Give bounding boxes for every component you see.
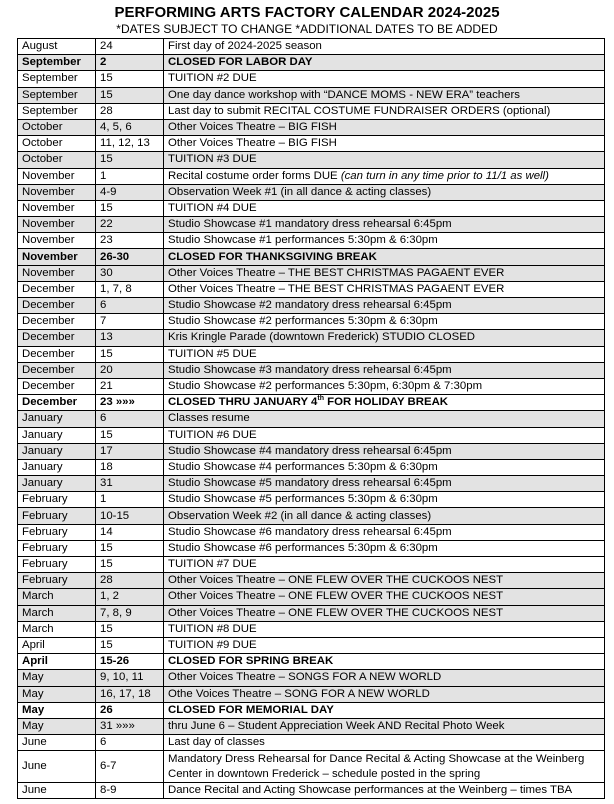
event-cell (164, 136, 605, 152)
calendar-row (18, 476, 605, 492)
date-cell: 4-9 (96, 184, 164, 200)
event-cell (164, 621, 605, 637)
ordinal-suffix: th (317, 395, 324, 403)
event-cell (164, 751, 605, 783)
event-cell (164, 476, 605, 492)
month-cell: February (18, 524, 96, 540)
date-cell: 1 (96, 168, 164, 184)
date-cell: 15 (96, 71, 164, 87)
event-cell (164, 686, 605, 702)
date-cell: 15 (96, 346, 164, 362)
date-cell: 8-9 (96, 783, 164, 799)
event-cell (164, 298, 605, 314)
event-cell (164, 411, 605, 427)
month-cell: February (18, 540, 96, 556)
calendar-row (18, 119, 605, 135)
date-cell: 30 (96, 265, 164, 281)
event-cell (164, 152, 605, 168)
date-cell: 17 (96, 443, 164, 459)
month-cell: October (18, 119, 96, 135)
event-cell (164, 573, 605, 589)
calendar-row (18, 395, 605, 411)
date-cell: 6 (96, 735, 164, 751)
event-text: Studio Showcase #1 mandatory dress rehearsal 6:45pm (168, 218, 452, 231)
month-cell: January (18, 476, 96, 492)
event-text: Classes resume (168, 412, 250, 425)
calendar-row (18, 184, 605, 200)
date-cell: 16, 17, 18 (96, 686, 164, 702)
date-cell: 23 »»» (96, 395, 164, 411)
event-text: TUITION #9 DUE (168, 639, 257, 652)
event-cell (164, 71, 605, 87)
event-text: First day of 2024-2025 season (168, 40, 322, 53)
calendar-row (18, 540, 605, 556)
event-cell (164, 557, 605, 573)
calendar-row (18, 200, 605, 216)
calendar-row (18, 524, 605, 540)
event-text: CLOSED FOR THANKSGIVING BREAK (168, 250, 377, 263)
date-cell: 1, 7, 8 (96, 281, 164, 297)
date-cell: 15 (96, 152, 164, 168)
event-text: Other Voices Theatre – ONE FLEW OVER THE CUCKOOS NEST (168, 590, 504, 603)
calendar-row (18, 330, 605, 346)
month-cell: December (18, 362, 96, 378)
calendar-row (18, 735, 605, 751)
month-cell: March (18, 621, 96, 637)
event-text: CLOSED FOR MEMORIAL DAY (168, 703, 334, 716)
event-cell (164, 524, 605, 540)
calendar-table (17, 38, 605, 799)
event-text: Othe Voices Theatre – SONG FOR A NEW WORLD (168, 687, 430, 700)
event-cell (164, 718, 605, 734)
event-cell (164, 362, 605, 378)
date-cell: 11, 12, 13 (96, 136, 164, 152)
event-text: Studio Showcase #1 performances 5:30pm & 6:30pm (168, 234, 438, 247)
event-text: Observation Week #1 (in all dance & acting classes) (168, 185, 432, 198)
calendar-row (18, 217, 605, 233)
month-cell: June (18, 751, 96, 783)
calendar-row (18, 670, 605, 686)
month-cell: October (18, 152, 96, 168)
month-cell: December (18, 395, 96, 411)
date-cell: 10-15 (96, 508, 164, 524)
month-cell: February (18, 557, 96, 573)
event-note: (can turn in any time prior to 11/1 as well) (340, 169, 549, 182)
month-cell: June (18, 735, 96, 751)
month-cell: September (18, 87, 96, 103)
calendar-row (18, 573, 605, 589)
date-cell: 26 (96, 702, 164, 718)
date-cell: 18 (96, 459, 164, 475)
event-cell (164, 314, 605, 330)
date-cell: 15 (96, 557, 164, 573)
calendar-row (18, 168, 605, 184)
calendar-row (18, 557, 605, 573)
calendar-row (18, 71, 605, 87)
event-text: Other Voices Theatre – ONE FLEW OVER THE CUCKOOS NEST (168, 606, 504, 619)
event-text: TUITION #6 DUE (168, 428, 257, 441)
month-cell: January (18, 411, 96, 427)
calendar-row (18, 718, 605, 734)
page-title: PERFORMING ARTS FACTORY CALENDAR 2024-2025 (114, 4, 500, 21)
event-text: Other Voices Theatre – BIG FISH (168, 137, 337, 150)
month-cell: October (18, 136, 96, 152)
date-cell: 15 (96, 87, 164, 103)
event-cell (164, 184, 605, 200)
month-cell: May (18, 670, 96, 686)
month-cell: May (18, 686, 96, 702)
date-cell: 26-30 (96, 249, 164, 265)
calendar-row (18, 233, 605, 249)
event-cell (164, 87, 605, 103)
date-cell: 15 (96, 637, 164, 653)
calendar-row (18, 621, 605, 637)
event-cell (164, 427, 605, 443)
calendar-row (18, 783, 605, 799)
event-text: Observation Week #2 (in all dance & acting classes) (168, 509, 432, 522)
event-text: Studio Showcase #2 performances 5:30pm, 6:30pm & 7:30pm (168, 380, 483, 393)
date-cell: 2 (96, 55, 164, 71)
month-cell: November (18, 200, 96, 216)
event-cell (164, 540, 605, 556)
event-text: Other Voices Theatre – THE BEST CHRISTMAS PAGAENT EVER (168, 266, 505, 279)
event-text: Other Voices Theatre – ONE FLEW OVER THE CUCKOOS NEST (168, 574, 504, 587)
event-text: thru June 6 – Student Appreciation Week AND Recital Photo Week (168, 719, 505, 732)
event-cell (164, 168, 605, 184)
date-cell: 9, 10, 11 (96, 670, 164, 686)
date-cell: 1, 2 (96, 589, 164, 605)
date-cell: 15 (96, 540, 164, 556)
month-cell: April (18, 654, 96, 670)
date-cell: 6 (96, 298, 164, 314)
month-cell: May (18, 718, 96, 734)
event-cell (164, 508, 605, 524)
event-cell (164, 217, 605, 233)
calendar-row (18, 492, 605, 508)
event-cell (164, 670, 605, 686)
event-cell (164, 249, 605, 265)
event-text: Last day of classes (168, 736, 265, 749)
event-text-tail: FOR HOLIDAY BREAK (323, 396, 449, 409)
event-cell (164, 783, 605, 799)
event-text: CLOSED FOR LABOR DAY (168, 56, 313, 69)
event-text: Other Voices Theatre – THE BEST CHRISTMAS PAGAENT EVER (168, 282, 505, 295)
date-cell: 31 »»» (96, 718, 164, 734)
event-text: Studio Showcase #6 mandatory dress rehearsal 6:45pm (168, 525, 452, 538)
month-cell: December (18, 314, 96, 330)
event-text: Studio Showcase #2 mandatory dress rehearsal 6:45pm (168, 299, 452, 312)
month-cell: March (18, 589, 96, 605)
calendar-row (18, 702, 605, 718)
date-cell: 28 (96, 573, 164, 589)
event-cell (164, 735, 605, 751)
calendar-rows (18, 39, 605, 799)
month-cell: February (18, 573, 96, 589)
event-cell (164, 103, 605, 119)
event-text: Studio Showcase #5 performances 5:30pm & 6:30pm (168, 493, 438, 506)
page-subtitle: *DATES SUBJECT TO CHANGE *ADDITIONAL DATES TO BE ADDED (116, 22, 498, 36)
event-cell (164, 55, 605, 71)
month-cell: September (18, 55, 96, 71)
calendar-row (18, 637, 605, 653)
calendar-row (18, 751, 605, 783)
month-cell: September (18, 103, 96, 119)
event-cell (164, 637, 605, 653)
month-cell: January (18, 459, 96, 475)
event-text: Mandatory Dress Rehearsal for Dance Recital & Acting Showcase at the Weinberg Center in downtown Frederick – schedule posted in the spring (168, 753, 585, 780)
calendar-row (18, 411, 605, 427)
event-cell (164, 459, 605, 475)
calendar-row (18, 87, 605, 103)
date-cell: 20 (96, 362, 164, 378)
event-cell (164, 702, 605, 718)
month-cell: December (18, 378, 96, 394)
calendar-row (18, 152, 605, 168)
event-text: CLOSED THRU JANUARY 4 (168, 396, 318, 409)
calendar-row (18, 654, 605, 670)
event-text: TUITION #8 DUE (168, 622, 257, 635)
month-cell: November (18, 249, 96, 265)
date-cell: 15 (96, 621, 164, 637)
month-cell: August (18, 39, 96, 55)
date-cell: 23 (96, 233, 164, 249)
date-cell: 14 (96, 524, 164, 540)
month-cell: December (18, 281, 96, 297)
calendar-row (18, 103, 605, 119)
month-cell: April (18, 637, 96, 653)
event-text: TUITION #2 DUE (168, 72, 257, 85)
calendar-row (18, 39, 605, 55)
date-cell: 6 (96, 411, 164, 427)
date-cell: 15 (96, 200, 164, 216)
event-text: TUITION #4 DUE (168, 201, 257, 214)
event-cell (164, 346, 605, 362)
calendar-row (18, 378, 605, 394)
calendar-row (18, 459, 605, 475)
month-cell: November (18, 265, 96, 281)
event-cell (164, 492, 605, 508)
event-cell (164, 330, 605, 346)
calendar-row (18, 281, 605, 297)
event-text: Kris Kringle Parade (downtown Frederick) STUDIO CLOSED (168, 331, 476, 344)
month-cell: September (18, 71, 96, 87)
date-cell: 13 (96, 330, 164, 346)
event-text: Other Voices Theatre – SONGS FOR A NEW WORLD (168, 671, 442, 684)
month-cell: May (18, 702, 96, 718)
calendar-row (18, 427, 605, 443)
month-cell: February (18, 508, 96, 524)
month-cell: December (18, 346, 96, 362)
event-text: Studio Showcase #5 mandatory dress rehearsal 6:45pm (168, 477, 452, 490)
date-cell: 4, 5, 6 (96, 119, 164, 135)
event-cell (164, 119, 605, 135)
month-cell: February (18, 492, 96, 508)
event-text: TUITION #7 DUE (168, 558, 257, 571)
event-text: Last day to submit RECITAL COSTUME FUNDRAISER ORDERS (optional) (168, 104, 551, 117)
month-cell: December (18, 330, 96, 346)
calendar-row (18, 605, 605, 621)
date-cell: 7 (96, 314, 164, 330)
calendar-row (18, 298, 605, 314)
event-text: Studio Showcase #6 performances 5:30pm & 6:30pm (168, 541, 438, 554)
month-cell: November (18, 184, 96, 200)
calendar-row (18, 265, 605, 281)
calendar-row (18, 362, 605, 378)
month-cell: January (18, 443, 96, 459)
date-cell: 22 (96, 217, 164, 233)
event-cell (164, 265, 605, 281)
event-cell (164, 654, 605, 670)
event-cell (164, 378, 605, 394)
calendar-row (18, 314, 605, 330)
calendar-row (18, 589, 605, 605)
month-cell: January (18, 427, 96, 443)
event-cell (164, 605, 605, 621)
event-cell (164, 233, 605, 249)
calendar-row (18, 136, 605, 152)
event-text: Recital costume order forms DUE (168, 169, 341, 182)
event-text: Studio Showcase #4 performances 5:30pm & 6:30pm (168, 460, 438, 473)
event-text: CLOSED FOR SPRING BREAK (168, 655, 334, 668)
calendar-row (18, 346, 605, 362)
month-cell: June (18, 783, 96, 799)
calendar-row (18, 55, 605, 71)
month-cell: December (18, 298, 96, 314)
date-cell: 15-26 (96, 654, 164, 670)
date-cell: 15 (96, 427, 164, 443)
date-cell: 21 (96, 378, 164, 394)
date-cell: 24 (96, 39, 164, 55)
date-cell: 6-7 (96, 751, 164, 783)
date-cell: 31 (96, 476, 164, 492)
event-text: Dance Recital and Acting Showcase performances at the Weinberg – times TBA (168, 784, 573, 797)
date-cell: 7, 8, 9 (96, 605, 164, 621)
event-text: One day dance workshop with “DANCE MOMS - NEW ERA” teachers (168, 88, 520, 101)
date-cell: 1 (96, 492, 164, 508)
event-text: TUITION #5 DUE (168, 347, 257, 360)
event-text: Studio Showcase #4 mandatory dress rehearsal 6:45pm (168, 444, 452, 457)
date-cell: 28 (96, 103, 164, 119)
calendar-row (18, 686, 605, 702)
month-cell: November (18, 217, 96, 233)
calendar-row (18, 443, 605, 459)
event-cell (164, 281, 605, 297)
event-cell (164, 39, 605, 55)
event-text: TUITION #3 DUE (168, 153, 257, 166)
calendar-row (18, 508, 605, 524)
month-cell: November (18, 233, 96, 249)
event-text: Other Voices Theatre – BIG FISH (168, 121, 337, 134)
month-cell: March (18, 605, 96, 621)
month-cell: November (18, 168, 96, 184)
event-cell (164, 200, 605, 216)
event-cell (164, 443, 605, 459)
calendar-row (18, 249, 605, 265)
event-text: Studio Showcase #2 performances 5:30pm & 6:30pm (168, 315, 438, 328)
event-cell (164, 589, 605, 605)
event-cell (164, 395, 605, 411)
event-text: Studio Showcase #3 mandatory dress rehearsal 6:45pm (168, 363, 452, 376)
